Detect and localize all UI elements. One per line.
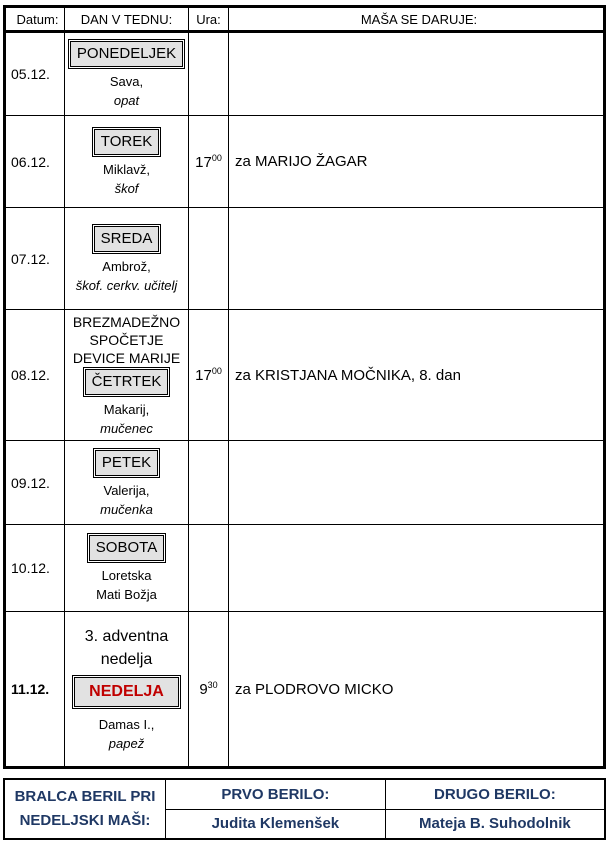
time-cell [189,310,229,441]
saint-title: mučenka [100,501,153,517]
time-cell [189,116,229,208]
saint-title: opat [113,93,140,108]
header-mass: MAŠA SE DARUJE: [229,7,605,32]
saint-name: Loretska [101,568,152,583]
time-cell [189,525,229,612]
date-cell: 05.12. [5,32,65,116]
intention-cell [229,208,605,310]
date-cell: 08.12. [5,310,65,441]
intention-cell: za MARIJO ŽAGAR [229,116,605,208]
date-cell: 09.12. [5,441,65,525]
table-row [5,612,605,768]
saint-name: Damas I., [98,717,155,732]
mass-schedule-table [3,5,606,769]
day-cell [65,310,189,441]
weekday-box: PETEK [95,450,158,476]
date-cell: 11.12. [5,612,65,768]
date-cell: 07.12. [5,208,65,310]
time-cell [189,32,229,116]
intention-cell [229,441,605,525]
saint-title: mučenec [100,420,153,436]
header-date: Datum: [5,7,65,32]
day-cell [65,441,189,525]
saint-name: Ambrož, [102,258,151,274]
table-row [5,310,605,441]
saint-name: Makarij, [103,401,150,417]
table-row [5,116,605,208]
day-cell [65,208,189,310]
weekday-box: ČETRTEK [85,369,169,395]
weekday-box: TOREK [94,129,159,155]
day-cell [65,612,189,768]
minutes: 00 [211,152,222,163]
time-cell [189,441,229,525]
intention-cell: za PLODROVO MICKO [229,612,605,768]
weekday-box: SREDA [94,226,160,252]
first-reading-header: PRVO BERILO: [166,779,386,809]
table-row [5,208,605,310]
date-cell: 10.12. [5,525,65,612]
minutes: 00 [211,366,222,376]
feast-line: SPOČETJE [89,331,164,348]
table-header-row [5,7,605,32]
intention-cell: za KRISTJANA MOČNIKA, 8. dan [229,310,605,441]
saint-name: Sava, [109,74,144,89]
saint-name: Miklavž, [103,161,150,177]
table-row [5,525,605,612]
readers-label: BRALCA BERIL PRI NEDELJSKI MAŠI: [4,779,166,839]
hour: 17 [195,367,212,384]
hour: 17 [195,153,212,171]
second-reader-name: Mateja B. Suhodolnik [385,809,605,839]
day-cell [65,525,189,612]
saint-name: Valerija, [103,482,150,498]
readers-header-row [4,779,605,809]
header-time: Ura: [189,7,229,32]
header-day: DAN V TEDNU: [65,7,189,32]
time-cell [189,612,229,768]
weekday-box: PONEDELJEK [70,41,183,67]
table-row [5,441,605,525]
time-cell [189,208,229,310]
day-cell [65,32,189,116]
saint-name-line2: Mati Božja [96,587,157,602]
saint-title: škof. cerkv. učitelj [75,277,178,293]
intention-cell [229,32,605,116]
date-cell: 06.12. [5,116,65,208]
hour: 9 [199,681,208,698]
feast-line: BREZMADEŽNO [72,313,181,330]
readers-table [3,778,606,840]
feast-line: DEVICE MARIJE [72,349,181,366]
weekday-box-sunday: NEDELJA [74,677,179,707]
minutes: 30 [207,680,218,690]
first-reader-name: Judita Klemenšek [166,809,386,839]
table-row [5,32,605,116]
saint-title: škof [114,180,139,196]
feast-line: nedelja [100,651,153,668]
saint-title: papež [108,736,145,751]
intention-cell [229,525,605,612]
day-cell [65,116,189,208]
weekday-box: SOBOTA [89,535,164,561]
feast-line: 3. adventna [84,628,169,645]
second-reading-header: DRUGO BERILO: [385,779,605,809]
